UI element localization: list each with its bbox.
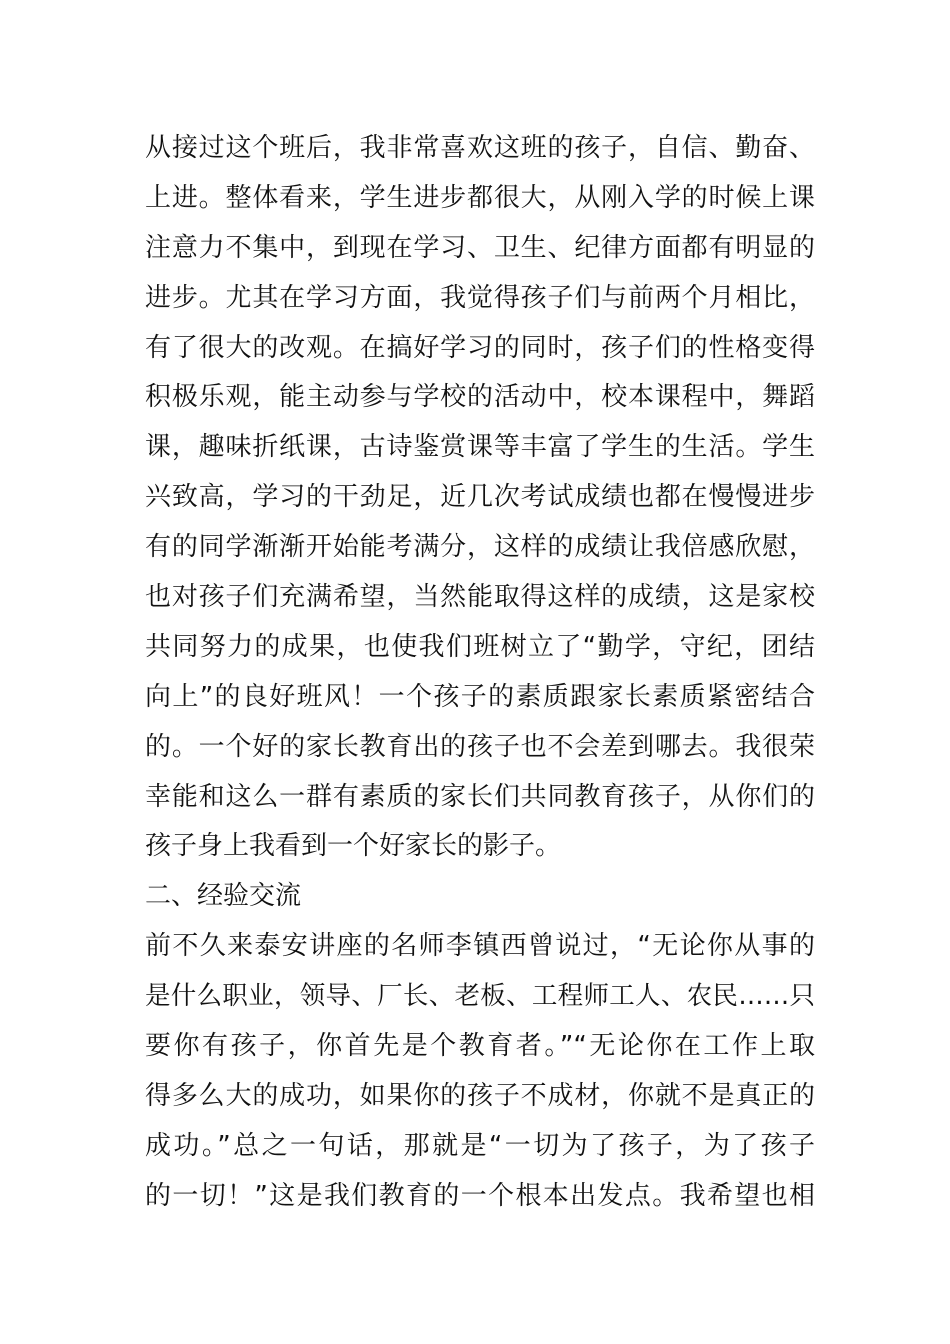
paragraph-line: 向上”的良好班风！一个孩子的素质跟家长素质紧密结合 (145, 681, 815, 712)
paragraph-line: 课，趣味折纸课，古诗鉴赏课等丰富了学生的生活。学生 (145, 432, 815, 463)
paragraph-line: 要你有孩子，你首先是个教育者。”“无论你在工作上取 (145, 1031, 815, 1062)
paragraph-line: 得多么大的成功，如果你的孩子不成材，你就不是真正的 (145, 1080, 815, 1111)
paragraph-line: 有的同学渐渐开始能考满分，这样的成绩让我倍感欣慰， (145, 532, 815, 563)
paragraph-line: 共同努力的成果，也使我们班树立了“勤学，守纪，团结 (145, 631, 815, 662)
paragraph-line: 前不久来泰安讲座的名师李镇西曾说过，“无论你从事的 (145, 931, 815, 962)
paragraph-line: 也对孩子们充满希望，当然能取得这样的成绩，这是家校 (145, 582, 815, 613)
paragraph-line: 的一切！”这是我们教育的一个根本出发点。我希望也相 (145, 1180, 815, 1211)
section-heading: 二、经验交流 (145, 881, 302, 912)
document-body (145, 124, 815, 1222)
paragraph-line: 兴致高，学习的干劲足，近几次考试成绩也都在慢慢进步 (145, 482, 815, 513)
paragraph-line: 孩子身上我看到一个好家长的影子。 (145, 831, 562, 862)
paragraph-line: 是什么职业，领导、厂长、老板、工程师工人、农民……只 (145, 981, 815, 1012)
paragraph-line: 注意力不集中，到现在学习、卫生、纪律方面都有明显的 (145, 232, 815, 263)
paragraph-line: 成功。”总之一句话，那就是“一切为了孩子，为了孩子 (145, 1130, 815, 1161)
paragraph-line: 幸能和这么一群有素质的家长们共同教育孩子，从你们的 (145, 781, 815, 812)
paragraph-line: 进步。尤其在学习方面，我觉得孩子们与前两个月相比， (145, 282, 815, 313)
paragraph-line: 从接过这个班后，我非常喜欢这班的孩子，自信、勤奋、 (145, 133, 815, 163)
paragraph-line: 有了很大的改观。在搞好学习的同时，孩子们的性格变得 (145, 332, 815, 363)
paragraph-line: 积极乐观，能主动参与学校的活动中，校本课程中，舞蹈 (145, 382, 815, 413)
paragraph-line: 的。一个好的家长教育出的孩子也不会差到哪去。我很荣 (145, 731, 815, 762)
paragraph-line: 上进。整体看来，学生进步都很大，从刚入学的时候上课 (145, 182, 815, 213)
